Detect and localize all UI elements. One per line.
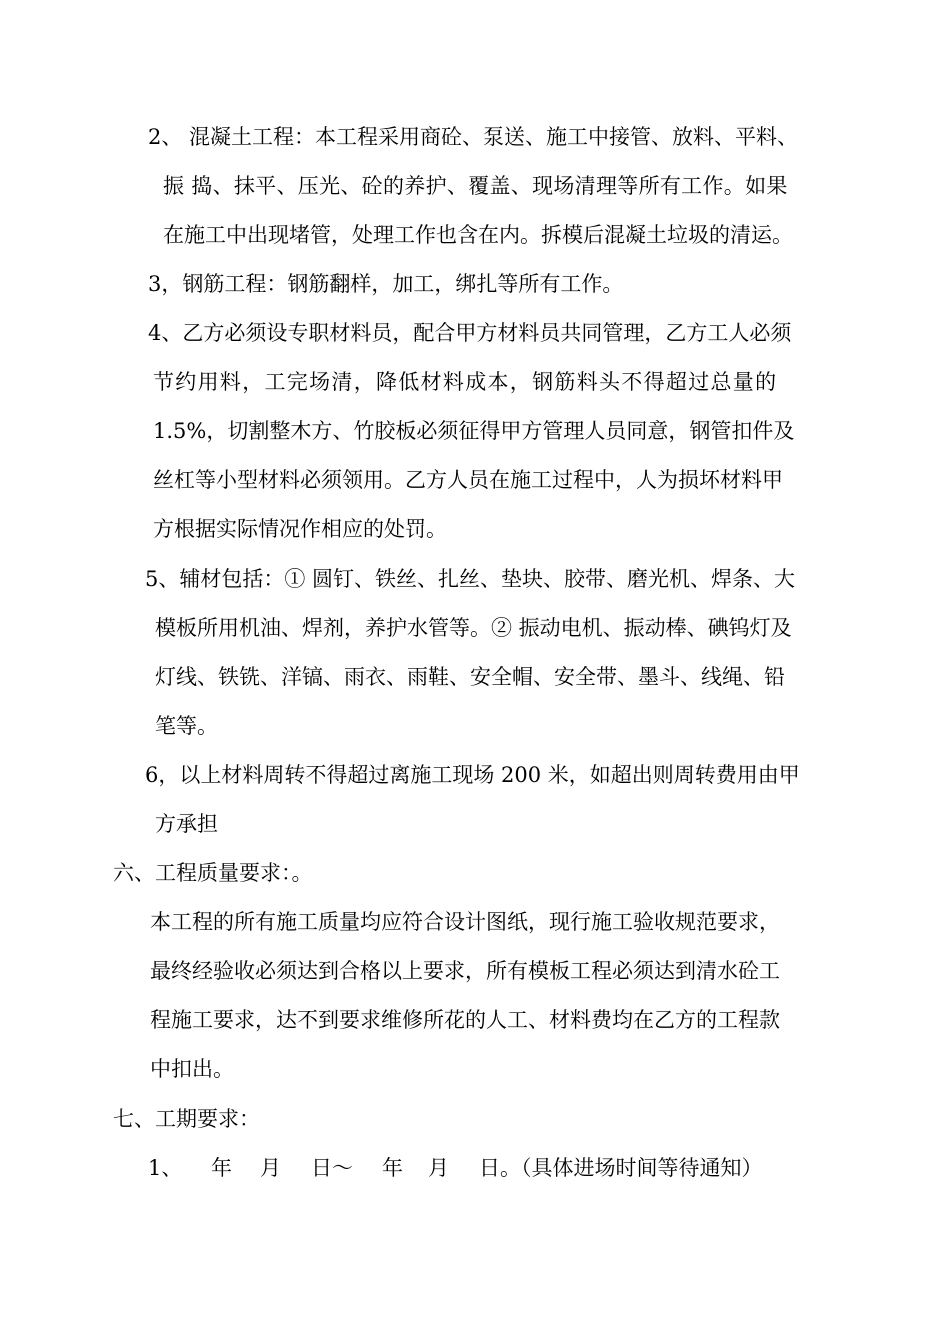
start-day-label: 日～ xyxy=(311,1156,353,1180)
end-month-label: 月 xyxy=(428,1156,449,1180)
item3-line1: 3，钢筋工程：钢筋翻样，加工，绑扎等所有工作。 xyxy=(148,272,624,296)
item4-line1: 4、乙方必须设专职材料员，配合甲方材料员共同管理，乙方工人必须 xyxy=(148,321,792,345)
section6-line4: 中扣出。 xyxy=(150,1057,234,1081)
end-year-label: 年 xyxy=(382,1156,403,1180)
section7-heading: 七、工期要求： xyxy=(113,1107,260,1131)
section6-line3: 程施工要求，达不到要求维修所花的人工、材料费均在乙方的工程款 xyxy=(150,1008,780,1032)
end-day-label: 日。（具体进场时间等待通知） xyxy=(479,1156,763,1180)
start-month-label: 月 xyxy=(260,1156,281,1180)
item2-line1: 2、 混凝土工程：本工程采用商砼、泵送、施工中接管、放料、平料、 xyxy=(148,125,799,149)
item5-line1: 5、辅材包括：① 圆钉、铁丝、扎丝、垫块、胶带、磨光机、焊条、大 xyxy=(145,567,796,591)
section6-line1: 本工程的所有施工质量均应符合设计图纸，现行施工验收规范要求， xyxy=(150,910,780,934)
start-year-label: 年 xyxy=(211,1156,232,1180)
item5-line4: 笔等。 xyxy=(155,714,218,738)
item2-line2: 振 捣、抹平、压光、砼的养护、覆盖、现场清理等所有工作。如果 xyxy=(163,174,788,198)
section6-line2: 最终经验收必须达到合格以上要求，所有模板工程必须达到清水砼工 xyxy=(150,959,780,983)
item4-line5: 方根据实际情况作相应的处罚。 xyxy=(153,517,447,541)
item2-line3: 在施工中出现堵管，处理工作也含在内。拆模后混凝土垃圾的清运。 xyxy=(163,223,793,247)
section6-heading: 六、工程质量要求：。 xyxy=(113,861,313,885)
item6-line2: 方承担 xyxy=(155,812,218,836)
item4-line2: 节约用料，工完场清，降低材料成本，钢筋料头不得超过总量的 xyxy=(153,370,778,394)
item5-line3: 灯线、铁铣、洋镐、雨衣、雨鞋、安全帽、安全带、墨斗、线绳、铅 xyxy=(155,665,785,689)
item6-line1: 6，以上材料周转不得超过离施工现场 200 米，如超出则周转费用由甲 xyxy=(145,763,800,787)
item4-line3: 1.5%，切割整木方、竹胶板必须征得甲方管理人员同意，钢管扣件及 xyxy=(153,419,795,443)
item4-line4: 丝杠等小型材料必须领用。乙方人员在施工过程中，人为损坏材料甲 xyxy=(153,468,783,492)
schedule-number: 1、 xyxy=(148,1156,183,1180)
item5-line2: 模板所用机油、焊剂，养护水管等。② 振动电机、振动棒、碘钨灯及 xyxy=(155,616,792,640)
